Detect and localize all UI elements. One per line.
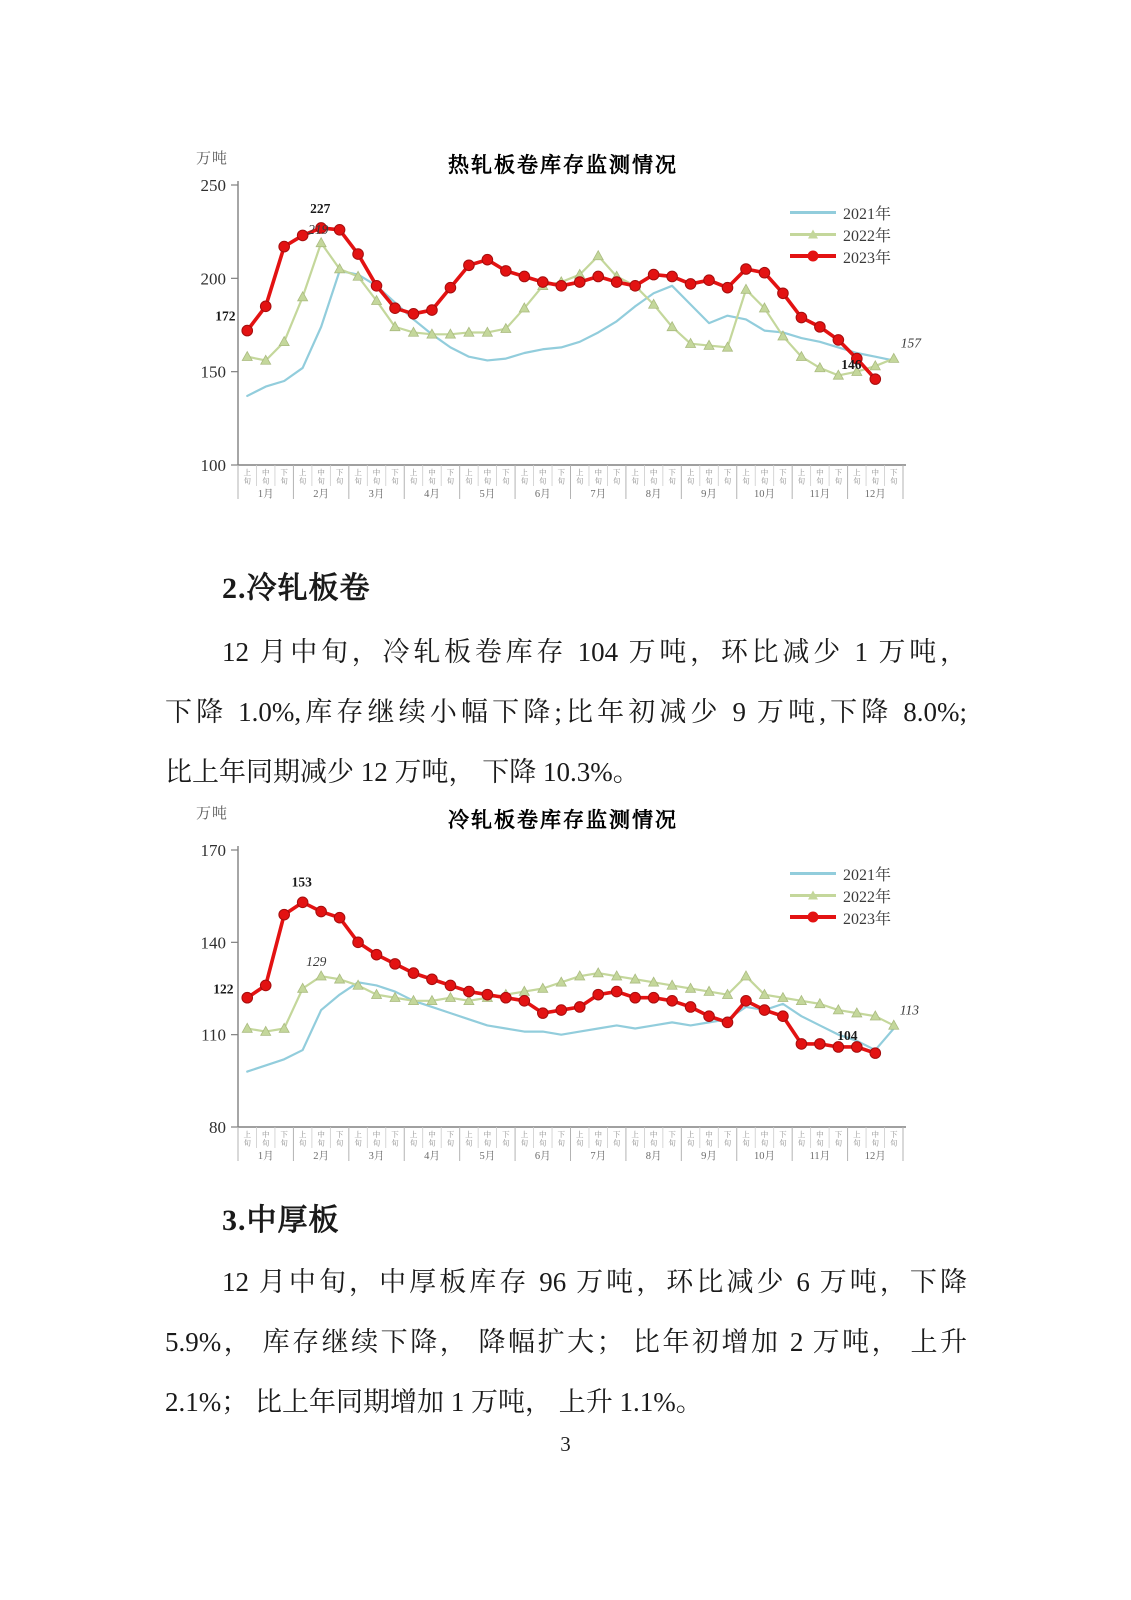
svg-text:中旬: 中旬 [705, 468, 713, 486]
svg-text:中旬: 中旬 [483, 468, 492, 486]
svg-text:129: 129 [306, 954, 327, 970]
legend-item-2021 [790, 862, 891, 884]
svg-text:下旬: 下旬 [446, 1130, 455, 1148]
svg-text:下旬: 下旬 [391, 468, 399, 486]
circle-marker [808, 251, 819, 262]
chart-legend [790, 201, 891, 267]
svg-text:中旬: 中旬 [317, 468, 325, 486]
svg-text:中旬: 中旬 [594, 468, 602, 486]
section2-paragraph [165, 622, 967, 802]
paragraph-line: 12 月中旬，冷轧板卷库存 104 万吨，环比减少 1 万吨， [222, 637, 967, 667]
svg-text:中旬: 中旬 [539, 1130, 547, 1148]
svg-text:下旬: 下旬 [335, 1130, 344, 1148]
svg-text:上旬: 上旬 [575, 468, 584, 486]
svg-text:下旬: 下旬 [280, 468, 288, 486]
svg-text:上旬: 上旬 [853, 1130, 861, 1148]
svg-text:157: 157 [900, 335, 922, 351]
page-number: 3 [560, 1432, 571, 1456]
svg-text:中旬: 中旬 [816, 1130, 824, 1148]
svg-text:4月: 4月 [424, 489, 440, 500]
svg-text:中旬: 中旬 [539, 468, 547, 486]
svg-text:上旬: 上旬 [354, 1130, 362, 1148]
legend-label: 2023年 [843, 249, 892, 267]
svg-text:150: 150 [200, 362, 226, 382]
section-heading-cold-rolled: 2.冷轧板卷 [222, 572, 371, 605]
svg-text:250: 250 [200, 176, 226, 195]
svg-text:上旬: 上旬 [298, 1130, 307, 1148]
svg-text:9月: 9月 [701, 1151, 717, 1162]
svg-text:下旬: 下旬 [335, 468, 344, 486]
svg-text:下旬: 下旬 [779, 1130, 787, 1148]
svg-text:12月: 12月 [864, 1151, 886, 1162]
svg-text:中旬: 中旬 [317, 1130, 325, 1148]
legend-label: 2021年 [843, 866, 892, 884]
legend-item-2022 [790, 223, 891, 245]
svg-text:172: 172 [215, 308, 236, 324]
svg-text:下旬: 下旬 [834, 468, 843, 486]
svg-text:中旬: 中旬 [594, 1130, 602, 1148]
svg-text:中旬: 中旬 [428, 1130, 436, 1148]
svg-text:中旬: 中旬 [760, 1130, 769, 1148]
svg-text:11月: 11月 [809, 489, 831, 500]
circle-marker [808, 912, 819, 923]
chart-title: 冷轧板卷库存监测情况 [448, 808, 678, 832]
svg-text:6月: 6月 [534, 489, 551, 500]
svg-text:1月: 1月 [257, 1151, 274, 1162]
svg-text:中旬: 中旬 [428, 468, 436, 486]
svg-text:9月: 9月 [701, 489, 717, 500]
svg-text:中旬: 中旬 [483, 1130, 492, 1148]
svg-text:上旬: 上旬 [409, 468, 418, 486]
svg-text:5月: 5月 [479, 489, 496, 500]
legend-item-2022 [790, 884, 891, 906]
legend-line-sample [790, 233, 836, 236]
svg-text:下旬: 下旬 [779, 468, 787, 486]
svg-text:下旬: 下旬 [280, 1130, 288, 1148]
svg-text:上旬: 上旬 [465, 468, 473, 486]
svg-text:中旬: 中旬 [372, 1130, 381, 1148]
svg-text:中旬: 中旬 [261, 1130, 270, 1148]
triangle-marker [808, 230, 818, 239]
svg-text:下旬: 下旬 [502, 468, 510, 486]
svg-text:7月: 7月 [590, 489, 607, 500]
svg-text:下旬: 下旬 [502, 1130, 510, 1148]
svg-text:中旬: 中旬 [871, 468, 880, 486]
legend-line-sample [790, 254, 836, 258]
svg-text:上旬: 上旬 [243, 468, 251, 486]
svg-text:上旬: 上旬 [409, 1130, 418, 1148]
svg-text:上旬: 上旬 [298, 468, 307, 486]
svg-text:8月: 8月 [645, 1151, 662, 1162]
triangle-marker [808, 891, 818, 900]
legend-item-2023 [790, 245, 891, 267]
svg-text:上旬: 上旬 [686, 468, 695, 486]
svg-text:上旬: 上旬 [520, 1130, 529, 1148]
svg-text:上旬: 上旬 [465, 1130, 473, 1148]
svg-text:上旬: 上旬 [243, 1130, 251, 1148]
svg-text:上旬: 上旬 [575, 1130, 584, 1148]
svg-text:上旬: 上旬 [797, 1130, 806, 1148]
svg-text:146: 146 [841, 357, 862, 373]
paragraph-line: 比上年同期减少 12 万吨， 下降 10.3%。 [165, 757, 640, 787]
legend-label: 2023年 [843, 910, 892, 928]
svg-text:2月: 2月 [313, 489, 329, 500]
paragraph-line: 2.1%； 比上年同期增加 1 万吨， 上升 1.1%。 [165, 1387, 703, 1417]
svg-text:7月: 7月 [590, 1151, 607, 1162]
svg-text:5月: 5月 [479, 1151, 496, 1162]
svg-text:上旬: 上旬 [686, 1130, 695, 1148]
svg-text:下旬: 下旬 [557, 468, 566, 486]
svg-text:104: 104 [837, 1028, 858, 1044]
svg-text:下旬: 下旬 [723, 468, 732, 486]
svg-text:140: 140 [200, 933, 226, 953]
legend-line-sample [790, 872, 836, 875]
svg-text:下旬: 下旬 [890, 1130, 898, 1148]
svg-text:上旬: 上旬 [354, 468, 362, 486]
svg-text:上旬: 上旬 [797, 468, 806, 486]
hot-rolled-chart [158, 135, 988, 545]
legend-line-sample [790, 211, 836, 214]
section-heading-plate: 3.中厚板 [222, 1204, 340, 1237]
svg-text:6月: 6月 [534, 1151, 551, 1162]
svg-text:200: 200 [200, 269, 226, 289]
svg-text:下旬: 下旬 [723, 1130, 732, 1148]
svg-text:中旬: 中旬 [649, 468, 658, 486]
svg-text:1月: 1月 [257, 489, 274, 500]
svg-text:170: 170 [200, 841, 226, 860]
section3-paragraph [165, 1252, 967, 1432]
legend-line-sample [790, 894, 836, 897]
svg-text:下旬: 下旬 [557, 1130, 566, 1148]
svg-text:110: 110 [201, 1025, 226, 1045]
svg-text:11月: 11月 [809, 1151, 831, 1162]
svg-text:下旬: 下旬 [391, 1130, 399, 1148]
svg-text:上旬: 上旬 [631, 1130, 639, 1148]
svg-text:227: 227 [310, 200, 331, 216]
svg-text:下旬: 下旬 [890, 468, 898, 486]
svg-text:中旬: 中旬 [649, 1130, 658, 1148]
svg-text:上旬: 上旬 [742, 468, 750, 486]
legend-label: 2021年 [843, 205, 892, 223]
svg-text:8月: 8月 [645, 489, 662, 500]
svg-text:4月: 4月 [424, 1151, 440, 1162]
chart-title: 热轧板卷库存监测情况 [448, 153, 678, 177]
svg-text:中旬: 中旬 [261, 468, 270, 486]
svg-text:10月: 10月 [753, 1151, 775, 1162]
svg-text:153: 153 [291, 874, 312, 890]
svg-text:上旬: 上旬 [853, 468, 861, 486]
legend-item-2023 [790, 906, 891, 928]
paragraph-line: 下降 1.0%,库存继续小幅下降;比年初减少 9 万吨,下降 8.0%; [165, 697, 967, 727]
svg-text:中旬: 中旬 [816, 468, 824, 486]
svg-text:上旬: 上旬 [631, 468, 639, 486]
svg-text:中旬: 中旬 [372, 468, 381, 486]
legend-item-2021 [790, 201, 891, 223]
svg-text:10月: 10月 [753, 489, 775, 500]
svg-text:中旬: 中旬 [760, 468, 769, 486]
svg-text:下旬: 下旬 [668, 1130, 676, 1148]
svg-text:下旬: 下旬 [668, 468, 676, 486]
svg-text:3月: 3月 [368, 489, 385, 500]
svg-text:下旬: 下旬 [612, 468, 621, 486]
svg-text:上旬: 上旬 [742, 1130, 750, 1148]
svg-text:2月: 2月 [313, 1151, 329, 1162]
svg-text:下旬: 下旬 [834, 1130, 843, 1148]
svg-text:219: 219 [308, 221, 329, 237]
svg-text:100: 100 [200, 456, 226, 475]
svg-text:12月: 12月 [864, 489, 886, 500]
legend-label: 2022年 [843, 888, 892, 906]
svg-text:113: 113 [899, 1002, 920, 1018]
chart-canvas [158, 135, 968, 545]
paragraph-line: 5.9%， 库存继续下降， 降幅扩大； 比年初增加 2 万吨， 上升 [165, 1327, 967, 1357]
paragraph-line: 12 月中旬，中厚板库存 96 万吨，环比减少 6 万吨，下降 [222, 1267, 967, 1297]
y-axis-unit-label: 万吨 [196, 806, 229, 822]
svg-text:3月: 3月 [368, 1151, 385, 1162]
svg-text:122: 122 [213, 981, 234, 997]
svg-text:中旬: 中旬 [871, 1130, 880, 1148]
cold-rolled-chart [158, 800, 988, 1210]
y-axis-unit-label: 万吨 [196, 151, 229, 167]
legend-line-sample [790, 915, 836, 919]
svg-text:中旬: 中旬 [705, 1130, 713, 1148]
svg-text:下旬: 下旬 [612, 1130, 621, 1148]
svg-text:下旬: 下旬 [446, 468, 455, 486]
svg-text:80: 80 [209, 1118, 226, 1137]
svg-text:上旬: 上旬 [520, 468, 529, 486]
chart-legend [790, 862, 891, 928]
legend-label: 2022年 [843, 227, 892, 245]
